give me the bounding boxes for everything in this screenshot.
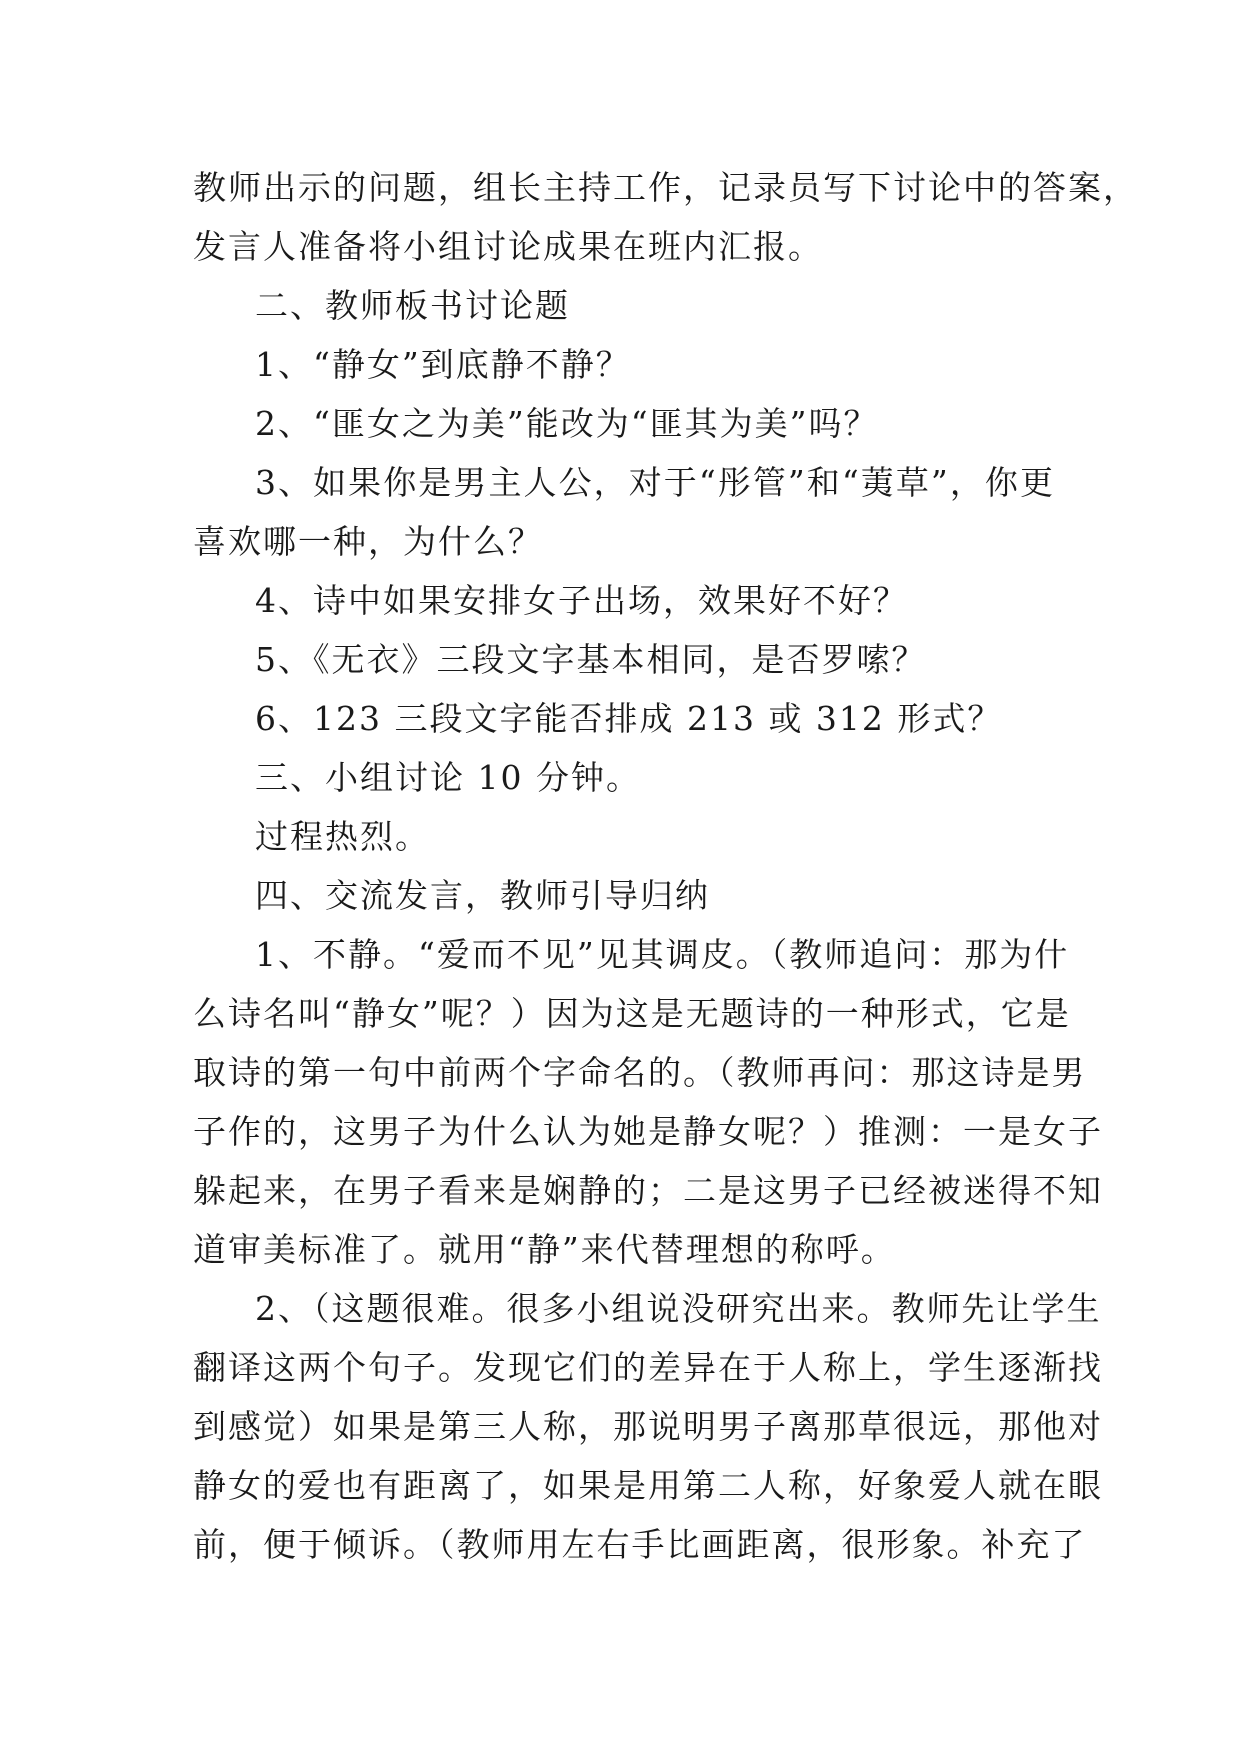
- list-item: 1、“静女”到底静不静？: [255, 345, 631, 384]
- text-line: 道审美标准了。就用“静”来代替理想的称呼。: [193, 1230, 896, 1269]
- list-item: 1、不静。“爱而不见”见其调皮。（教师追问：那为什: [255, 935, 1070, 974]
- section-heading: 三、小组讨论 10 分钟。: [255, 758, 641, 797]
- list-item: 5、《无衣》三段文字基本相同，是否罗嗦？: [255, 640, 927, 679]
- text-line: 发言人准备将小组讨论成果在班内汇报。: [193, 227, 823, 266]
- list-item: 6、123 三段文字能否排成 213 或 312 形式？: [255, 699, 1003, 738]
- text-line: 喜欢哪一种，为什么？: [193, 522, 543, 561]
- text-line: 过程热烈。: [255, 817, 430, 856]
- list-item: 4、诗中如果安排女子出场，效果好不好？: [255, 581, 908, 620]
- text-line: 到感觉）如果是第三人称，那说明男子离那草很远，那他对: [193, 1407, 1103, 1446]
- text-line: 教师出示的问题，组长主持工作，记录员写下讨论中的答案，: [193, 168, 1138, 207]
- text-line: 躲起来，在男子看来是娴静的；二是这男子已经被迷得不知: [193, 1171, 1103, 1210]
- text-line: 子作的，这男子为什么认为她是静女呢？）推测：一是女子: [193, 1112, 1103, 1151]
- text-line: 静女的爱也有距离了，如果是用第二人称，好象爱人就在眼: [193, 1466, 1103, 1505]
- text-line: 取诗的第一句中前两个字命名的。（教师再问：那这诗是男: [193, 1053, 1087, 1092]
- text-line: 前，便于倾诉。（教师用左右手比画距离，很形象。补充了: [193, 1525, 1087, 1564]
- section-heading: 四、交流发言，教师引导归纳: [255, 876, 710, 915]
- text-line: 么诗名叫“静女”呢？）因为这是无题诗的一种形式，它是: [193, 994, 1071, 1033]
- section-heading: 二、教师板书讨论题: [255, 286, 570, 325]
- text-line: 翻译这两个句子。发现它们的差异在于人称上，学生逐渐找: [193, 1348, 1103, 1387]
- list-item: 3、如果你是男主人公，对于“彤管”和“荑草”，你更: [255, 463, 1055, 502]
- list-item: 2、（这题很难。很多小组说没研究出来。教师先让学生: [255, 1289, 1102, 1328]
- document-page: [193, 158, 1138, 1574]
- list-item: 2、“匪女之为美”能改为“匪其为美”吗？: [255, 404, 879, 443]
